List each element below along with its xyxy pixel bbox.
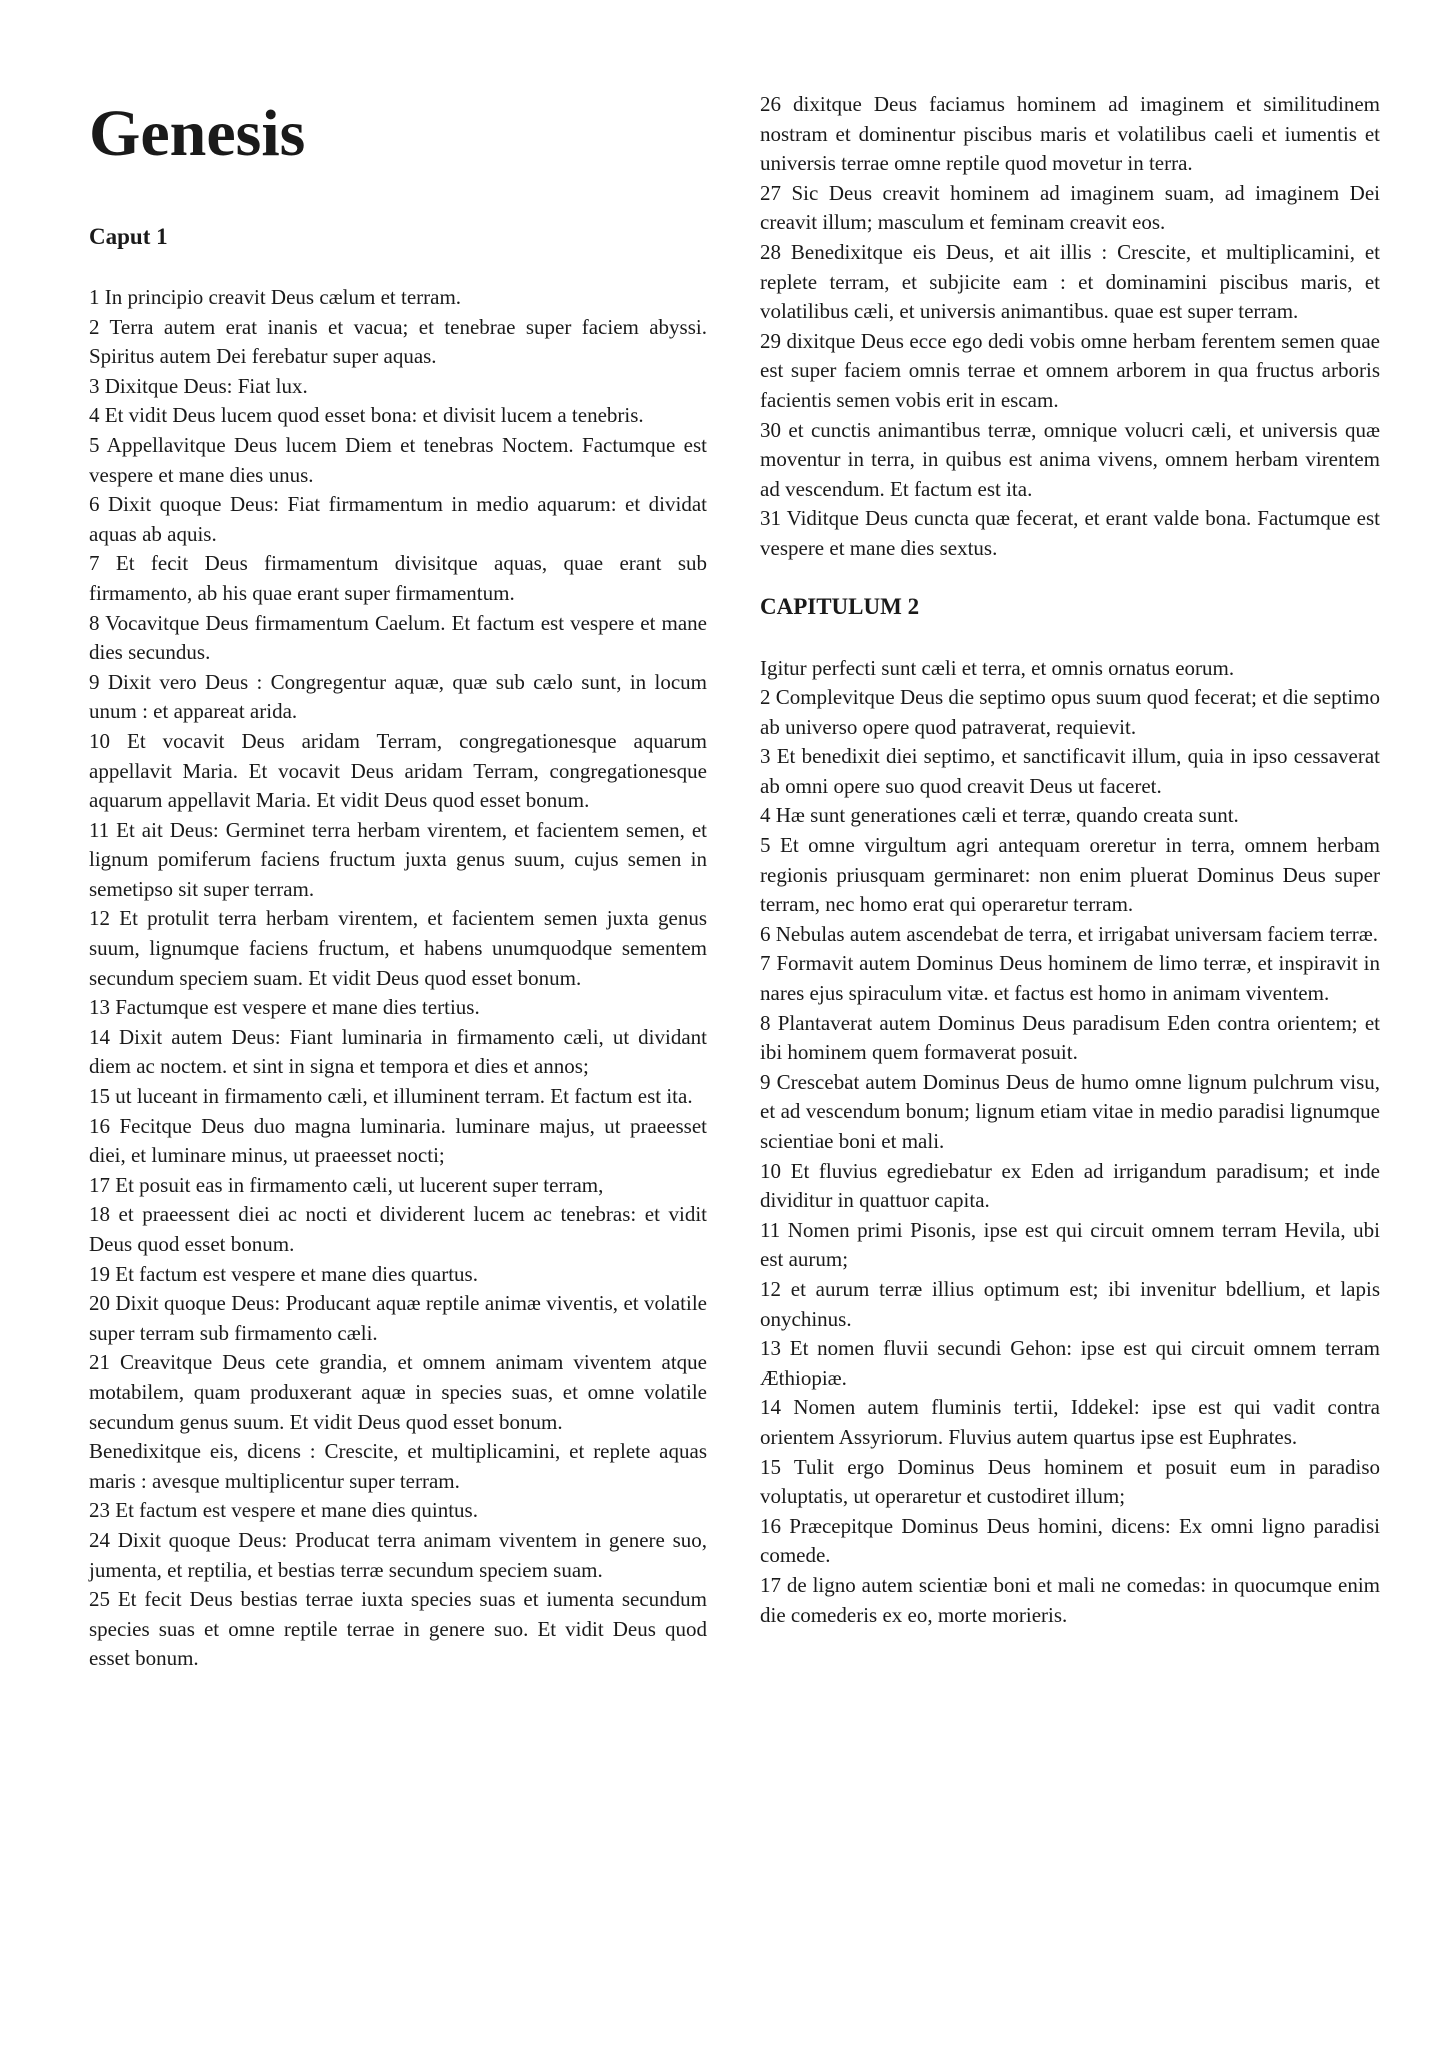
verse: 4 Hæ sunt generationes cæli et terræ, quando creata sunt. (760, 803, 1239, 828)
verse: 12 et aurum terræ illius optimum est; ibi invenitur bdellium, et lapis onychinus. (760, 1276, 1380, 1331)
verse: 18 et praeessent diei ac nocti et dividerent lucem ac tenebras: et vidit Deus quod esset bonum. (89, 1202, 707, 1256)
verse: 28 Benedixitque eis Deus, et ait illis : Crescite, et multiplicamini, et replete terram, et subjicite eam : et dominamini piscibus maris, et volatilibus cæli, et universis animantibus. quae est super terram. (760, 239, 1380, 324)
verse: 3 Et benedixit diei septimo, et sanctificavit illum, quia in ipso cessaverat ab omni opere suo quod creavit Deus ut faceret. (760, 744, 1380, 798)
verse: 8 Vocavitque Deus firmamentum Caelum. Et factum est vespere et mane dies secundus. (89, 610, 707, 665)
verse: 9 Dixit vero Deus : Congregentur aquæ, quæ sub cælo sunt, in locum unum : et appareat arida. (89, 669, 707, 724)
verse: 10 Et fluvius egrediebatur ex Eden ad irrigandum paradisum; et inde dividitur in quattuor capita. (760, 1158, 1380, 1213)
right-column (760, 90, 1380, 1630)
verse: 3 Dixitque Deus: Fiat lux. (89, 373, 308, 398)
verse: 29 dixitque Deus ecce ego dedi vobis omne herbam ferentem semen quae est super faciem omnis terrae et omnem arborem in qua fructus arboris facientis semen vobis erit in escam. (760, 328, 1380, 412)
verse: 14 Dixit autem Deus: Fiant luminaria in firmamento cæli, ut dividant diem ac noctem. et sint in signa et tempora et dies et annos; (89, 1024, 707, 1079)
verse: 14 Nomen autem fluminis tertii, Iddekel: ipse est qui vadit contra orientem Assyriorum. Fluvius autem quartus ipse est Euphrates. (760, 1395, 1380, 1449)
verse: 25 Et fecit Deus bestias terrae iuxta species suas et iumenta secundum species suas et omne reptile terrae in genere suo. Et vidit Deus quod esset bonum. (89, 1587, 707, 1671)
verse: Igitur perfecti sunt cæli et terra, et omnis ornatus eorum. (760, 655, 1235, 680)
verse: Benedixitque eis, dicens : Crescite, et multiplicamini, et replete aquas maris : avesque multiplicentur super terram. (89, 1439, 707, 1493)
verse: 27 Sic Deus creavit hominem ad imaginem suam, ad imaginem Dei creavit illum; masculum et feminam creavit eos. (760, 180, 1380, 235)
verse: 7 Et fecit Deus firmamentum divisitque aquas, quae erant sub firmamento, ab his quae erant super firmamentum. (89, 551, 707, 605)
book-title: Genesis (89, 97, 306, 170)
verse: 15 Tulit ergo Dominus Deus hominem et posuit eum in paradiso voluptatis, ut operaretur et custodiret illum; (760, 1454, 1380, 1509)
chapter-2-verses (760, 654, 1380, 1631)
verse: 17 de ligno autem scientiæ boni et mali ne comedas: in quocumque enim die comederis ex eo, morte morieris. (760, 1572, 1380, 1627)
verse: 24 Dixit quoque Deus: Producat terra animam viventem in genere suo, jumenta, et reptilia, et bestias terræ secundum speciem suam. (89, 1527, 707, 1582)
verse: 17 Et posuit eas in firmamento cæli, ut lucerent super terram, (89, 1172, 604, 1197)
verse: 20 Dixit quoque Deus: Producant aquæ reptile animæ viventis, et volatile super terram sub firmamento cæli. (89, 1291, 707, 1345)
verse: 6 Dixit quoque Deus: Fiat firmamentum in medio aquarum: et dividat aquas ab aquis. (89, 492, 707, 546)
verse: 31 Viditque Deus cuncta quæ fecerat, et erant valde bona. Factumque est vespere et mane dies sextus. (760, 506, 1380, 560)
verse: 13 Et nomen fluvii secundi Gehon: ipse est qui circuit omnem terram Æthiopiæ. (760, 1336, 1380, 1390)
verse: 1 In principio creavit Deus cælum et terram. (89, 285, 462, 309)
verse: 30 et cunctis animantibus terræ, omnique volucri cæli, et universis quæ moventur in terra, in quibus est anima vivens, omnem herbam virentem ad vescendum. Et factum est ita. (760, 417, 1380, 501)
verse: 16 Fecitque Deus duo magna luminaria. luminare majus, ut praeesset diei, et luminare minus, ut praeesset nocti; (89, 1113, 707, 1168)
verse: 9 Crescebat autem Dominus Deus de humo omne lignum pulchrum visu, et ad vescendum bonum; lignum etiam vitae in medio paradisi lignumque scientiae boni et mali. (760, 1069, 1380, 1153)
verse: 7 Formavit autem Dominus Deus hominem de limo terræ, et inspiravit in nares ejus spiraculum vitæ. et factus est homo in animam viventem. (760, 951, 1380, 1006)
verse: 2 Complevitque Deus die septimo opus suum quod fecerat; et die septimo ab universo opere quod patraverat, requievit. (760, 685, 1380, 739)
verse: 12 Et protulit terra herbam virentem, et facientem semen juxta genus suum, lignumque faciens fructum, et habens unumquodque sementem secundum speciem suam. Et vidit Deus quod esset bonum. (89, 906, 707, 990)
verse: 16 Præcepitque Dominus Deus homini, dicens: Ex omni ligno paradisi comede. (760, 1513, 1380, 1568)
chapter-1-heading: Caput 1 (89, 224, 168, 249)
verse: 2 Terra autem erat inanis et vacua; et tenebrae super faciem abyssi. Spiritus autem Dei ferebatur super aquas. (89, 314, 707, 369)
verse: 6 Nebulas autem ascendebat de terra, et irrigabat universam faciem terræ. (760, 921, 1379, 946)
verse: 5 Appellavitque Deus lucem Diem et tenebras Noctem. Factumque est vespere et mane dies unus. (89, 432, 707, 487)
verse: 26 dixitque Deus faciamus hominem ad imaginem et similitudinem nostram et dominentur piscibus maris et volatilibus caeli et iumentis et universis terrae omne reptile quod movetur in terra. (760, 92, 1380, 176)
chapter-2-heading: CAPITULUM 2 (760, 593, 920, 619)
verse: 5 Et omne virgultum agri antequam oreretur in terra, omnem herbam regionis priusquam germinaret: non enim pluerat Dominus Deus super terram, nec homo erat qui operaretur terram. (760, 833, 1380, 917)
chapter-1-verses-left (89, 283, 707, 1674)
verse: 23 Et factum est vespere et mane dies quintus. (89, 1498, 478, 1523)
verse: 10 Et vocavit Deus aridam Terram, congregationesque aquarum appellavit Maria. Et vocavit Deus aridam Terram, congregationesque aquarum appellavit Maria. Et vidit Deus quod esset bonum. (89, 728, 707, 813)
verse: 15 ut luceant in firmamento cæli, et illuminent terram. Et factum est ita. (89, 1084, 693, 1109)
chapter-1-verses-right (760, 90, 1380, 564)
verse: 11 Et ait Deus: Germinet terra herbam virentem, et facientem semen, et lignum pomiferum faciens fructum juxta genus suum, cujus semen in semetipso sit super terram. (89, 817, 707, 901)
verse: 8 Plantaverat autem Dominus Deus paradisum Eden contra orientem; et ibi hominem quem formaverat posuit. (760, 1010, 1380, 1065)
verse: 19 Et factum est vespere et mane dies quartus. (89, 1261, 478, 1286)
verse: 13 Factumque est vespere et mane dies tertius. (89, 995, 480, 1020)
verse: 21 Creavitque Deus cete grandia, et omnem animam viventem atque motabilem, quam produxerant aquæ in species suas, et omne volatile secundum genus suum. Et vidit Deus quod esset bonum. (89, 1350, 707, 1434)
left-column (89, 90, 707, 1674)
verse: 4 Et vidit Deus lucem quod esset bona: et divisit lucem a tenebris. (89, 403, 644, 428)
verse: 11 Nomen primi Pisonis, ipse est qui circuit omnem terram Hevila, ubi est aurum; (760, 1217, 1380, 1272)
